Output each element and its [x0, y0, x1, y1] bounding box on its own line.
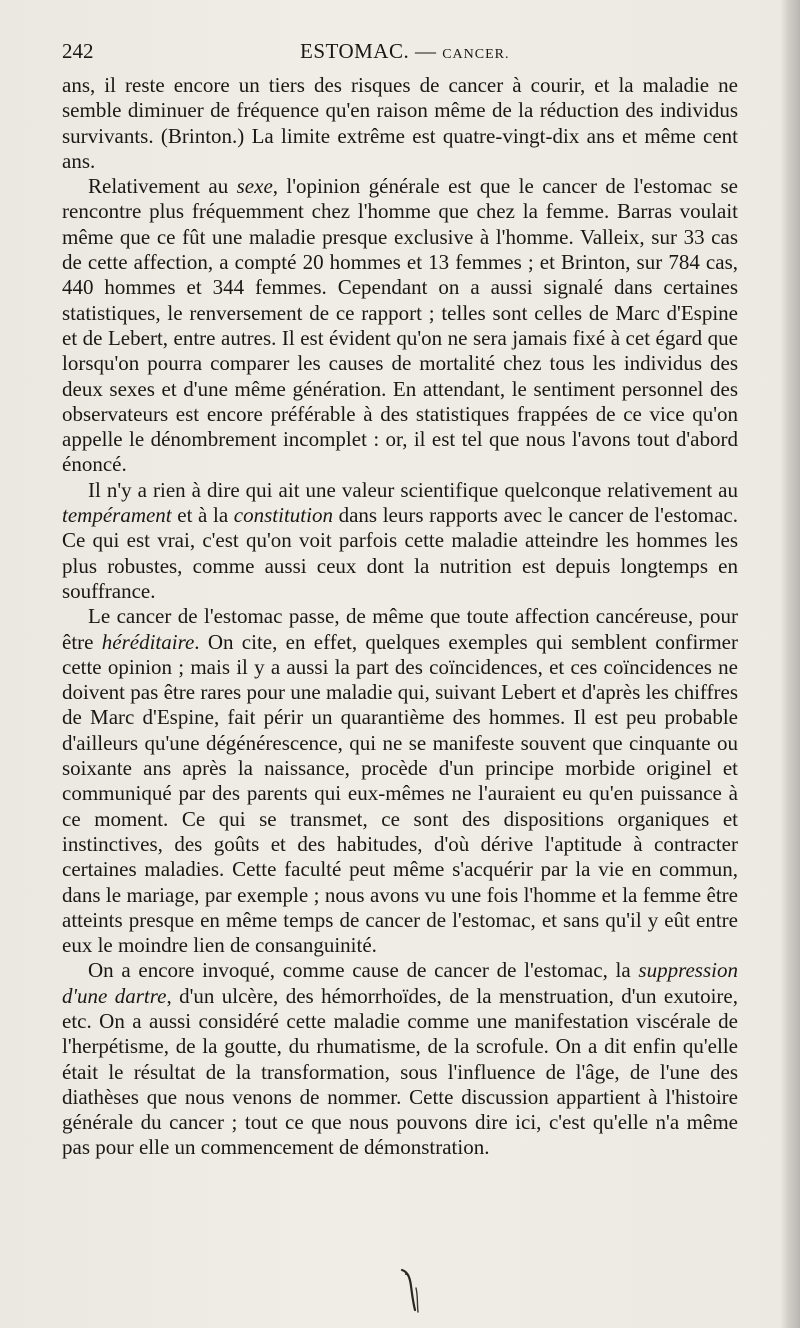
- ink-mark-icon: [396, 1266, 436, 1316]
- page-header: [62, 36, 738, 66]
- paragraph-4: [62, 604, 738, 958]
- body-text: [62, 73, 738, 1161]
- page-number: 242: [62, 39, 94, 63]
- paragraph-2-text-a: Relativement au: [88, 174, 237, 199]
- paragraph-3-italic-1: tempérament: [62, 503, 172, 528]
- running-head: [300, 36, 510, 70]
- running-head-main: ESTOMAC. —: [300, 39, 443, 63]
- paragraph-5-italic: suppression d'une dartre: [62, 958, 738, 1008]
- paragraph-4-italic: héréditaire: [101, 629, 195, 654]
- paragraph-5: [62, 958, 738, 1160]
- paragraph-2-text-b: , l'opinion générale est que le cancer de l'estomac se rencontre plus fréquemment chez l'homme que chez la femme. Barras voulait même que ce fût une maladie presque exclusive à l'homme. Valleix, sur 33 cas de cette affection, a compté 20 hommes et 13 femmes ; et Brinton, sur 784 cas, 440 hommes et 344 femmes. Cependant on a aussi signalé dans certaines statistiques, le renversement de ce rapport ; telles sont celles de Marc d'Espine et de Lebert, entre autres. Il est évident qu'on ne sera jamais fixé à cet égard que lorsqu'on pourra comparer les causes de mortalité chez tous les individus des deux sexes et d'une même génération. En attendant, le sentiment personnel des observateurs est encore préférable à des statistiques frappées de ce vice qu'on appelle le dénombrement incomplet : or, il est tel que nous l'avons tout d'abord énoncé.: [62, 174, 738, 477]
- paragraph-3: [62, 478, 738, 604]
- paragraph-4-text-a: Le cancer de l'estomac passe, de même que toute affection cancéreuse, pour être: [62, 604, 738, 654]
- paragraph-3-italic-2: constitution: [233, 503, 333, 528]
- paragraph-5-text-a: On a encore invoqué, comme cause de cancer de l'estomac, la: [88, 958, 639, 983]
- paragraph-5-text-b: , d'un ulcère, des hémorrhoïdes, de la menstruation, d'un exutoire, etc. On a aussi considéré cette maladie comme une manifestation viscérale de l'herpétisme, de la goutte, du rhumatisme, de la scrofule. On a dit enfin qu'elle était le résultat de la transformation, sous l'influence de l'âge, de l'une des diathèses que nous venons de nommer. Cette discussion appartient à l'histoire générale du cancer ; tout ce que nous pouvons dire ici, c'est qu'elle n'a même pas pour elle un commencement de démonstration.: [62, 983, 738, 1160]
- paragraph-3-text-a: Il n'y a rien à dire qui ait une valeur scientifique quelconque relativement au: [88, 477, 738, 502]
- paragraph-3-text-c: dans leurs rapports avec le cancer de l'estomac. Ce qui est vrai, c'est qu'on voit parfois cette maladie atteindre les hommes les plus robustes, comme aussi ceux dont la nutrition est depuis longtemps en souffrance.: [62, 503, 739, 603]
- running-head-small-caps: CANCER.: [442, 47, 510, 62]
- paragraph-4-text-b: . On cite, en effet, quelques exemples qui semblent confirmer cette opinion ; mais il y a aussi la part des coïncidences, et ces coïncidences ne doivent pas être rares pour une maladie qui, suivant Lebert et d'après les chiffres de Marc d'Espine, fait périr un quarantième des hommes. Il est peu probable d'ailleurs qu'une dégénérescence, qui ne se manifeste souvent que cinquante ou soixante ans après la naissance, procède d'un principe morbide originel et communiqué par des parents qui eux-mêmes ne l'auraient eu qu'en puissance à ce moment. Ce qui se transmet, ce sont des dispositions organiques et instinctives, des goûts et des habitudes, d'où dérive l'aptitude à contracter certaines maladies. Cette faculté peut même s'acquérir par la vie en commun, dans le mariage, par exemple ; nous avons vu une fois l'homme et la femme être atteints presque en même temps de cancer de l'estomac, et sans qu'il y eût entre eux le moindre lien de consanguinité.: [62, 629, 738, 958]
- paragraph-1: ans, il reste encore un tiers des risques de cancer à courir, et la maladie ne semble diminuer de fréquence qu'en raison même de la réduction des individus survivants. (Brinton.) La limite extrême est quatre-vingt-dix ans et même cent ans.: [62, 73, 738, 173]
- paragraph-3-text-b: et à la: [171, 503, 234, 528]
- page-edge-shadow: [780, 0, 800, 1328]
- paragraph-2-italic: sexe: [236, 174, 273, 199]
- paragraph-2: [62, 174, 738, 478]
